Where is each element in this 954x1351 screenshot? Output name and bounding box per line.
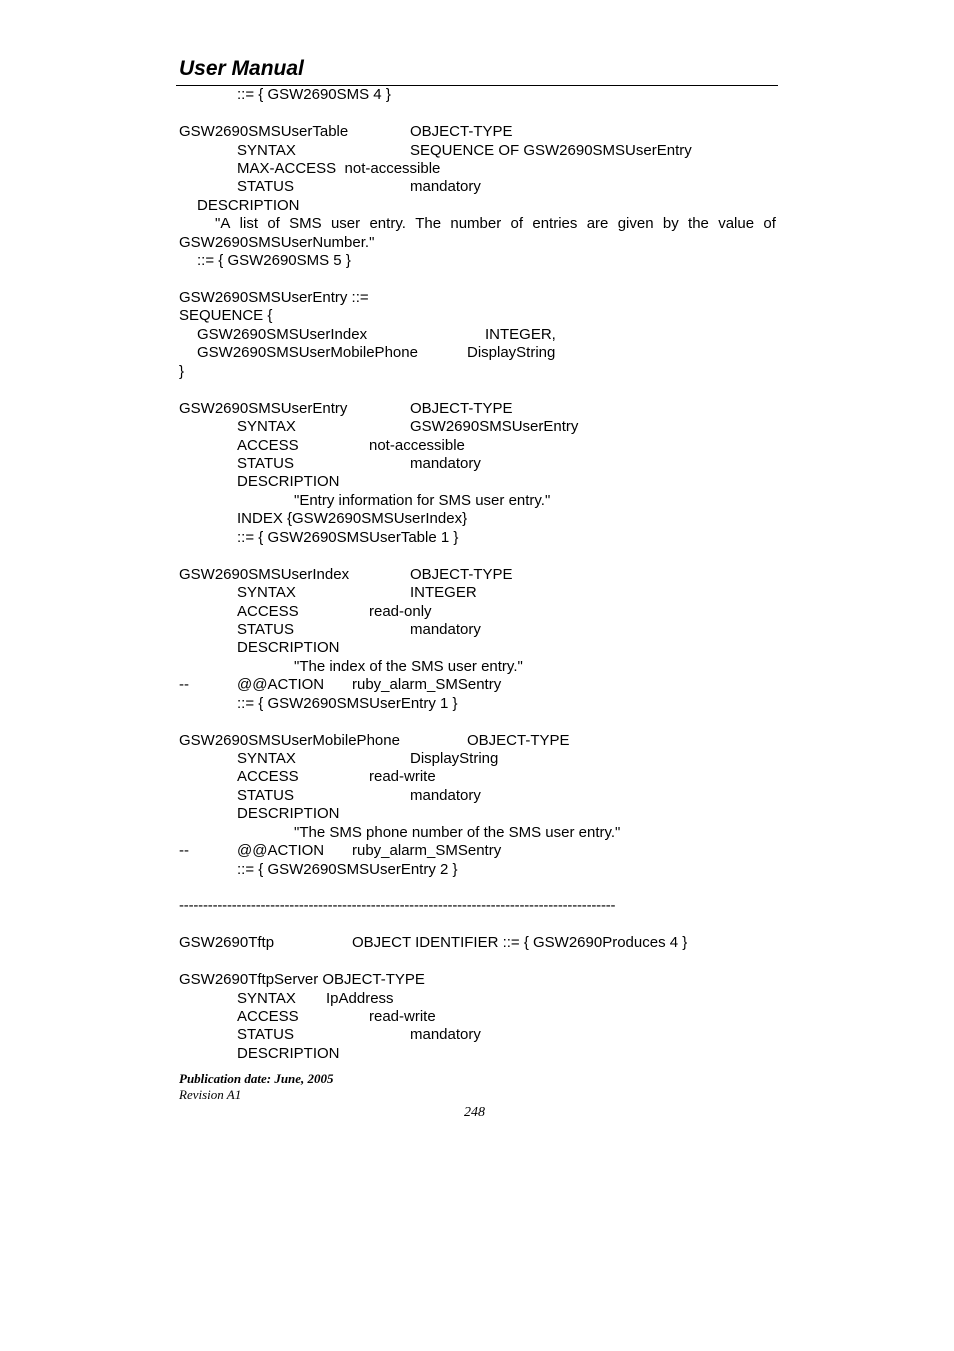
action-key: @@ACTION bbox=[237, 676, 325, 693]
status-key: STATUS bbox=[237, 1026, 294, 1043]
description-key: DESCRIPTION bbox=[237, 639, 340, 656]
sequence-open: SEQUENCE { bbox=[179, 307, 273, 324]
sequence-header: GSW2690SMSUserEntry ::= bbox=[179, 289, 369, 306]
description-key: DESCRIPTION bbox=[237, 805, 340, 822]
assign-line: ::= { GSW2690SMSUserTable 1 } bbox=[237, 529, 459, 546]
syntax-value: GSW2690SMSUserEntry bbox=[410, 418, 579, 435]
sequence-field-name: GSW2690SMSUserIndex bbox=[197, 326, 368, 343]
object-name: GSW2690SMSUserTable bbox=[179, 123, 349, 140]
assign-line: ::= { GSW2690SMSUserEntry 1 } bbox=[237, 695, 458, 712]
syntax-key: SYNTAX bbox=[237, 750, 296, 767]
object-name: GSW2690SMSUserMobilePhone bbox=[179, 732, 400, 749]
object-identifier-definition: OBJECT IDENTIFIER ::= { GSW2690Produces 4 } bbox=[352, 934, 688, 951]
object-name: GSW2690SMSUserEntry bbox=[179, 400, 348, 417]
description-text-line-2: GSW2690SMSUserNumber." bbox=[179, 234, 375, 251]
object-header: GSW2690TftpServer OBJECT-TYPE bbox=[179, 971, 425, 988]
status-value: mandatory bbox=[410, 621, 481, 638]
separator-line: ------------------------------------------------------------------------------------------- bbox=[179, 897, 616, 914]
status-value: mandatory bbox=[410, 178, 481, 195]
description-text: "The index of the SMS user entry." bbox=[294, 658, 523, 675]
access-key: ACCESS bbox=[237, 603, 299, 620]
description-key: DESCRIPTION bbox=[237, 1045, 340, 1062]
syntax-value: SEQUENCE OF GSW2690SMSUserEntry bbox=[410, 142, 692, 159]
object-name: GSW2690SMSUserIndex bbox=[179, 566, 350, 583]
access-value: not-accessible bbox=[369, 437, 465, 454]
sequence-field-name: GSW2690SMSUserMobilePhone bbox=[197, 344, 418, 361]
status-value: mandatory bbox=[410, 1026, 481, 1043]
access-key: ACCESS bbox=[237, 1008, 299, 1025]
comment-dash: -- bbox=[179, 842, 189, 859]
revision-label: Revision A1 bbox=[179, 1087, 242, 1102]
assign-line: ::= { GSW2690SMS 4 } bbox=[237, 86, 391, 103]
description-text-line-1: "A list of SMS user entry. The number of entries are given by the value of bbox=[215, 215, 776, 232]
syntax-key: SYNTAX bbox=[237, 584, 296, 601]
access-value: read-write bbox=[369, 1008, 436, 1025]
assign-line: ::= { GSW2690SMS 5 } bbox=[197, 252, 351, 269]
max-access-line: MAX-ACCESS not-accessible bbox=[237, 160, 441, 177]
syntax-value: INTEGER bbox=[410, 584, 477, 601]
description-text: "The SMS phone number of the SMS user entry." bbox=[294, 824, 621, 841]
access-key: ACCESS bbox=[237, 768, 299, 785]
status-key: STATUS bbox=[237, 178, 294, 195]
sequence-field-type: INTEGER, bbox=[485, 326, 556, 343]
comment-dash: -- bbox=[179, 676, 189, 693]
status-value: mandatory bbox=[410, 455, 481, 472]
syntax-value: IpAddress bbox=[326, 990, 394, 1007]
object-type: OBJECT-TYPE bbox=[467, 732, 570, 749]
status-key: STATUS bbox=[237, 787, 294, 804]
action-value: ruby_alarm_SMSentry bbox=[352, 842, 502, 859]
status-key: STATUS bbox=[237, 621, 294, 638]
index-line: INDEX {GSW2690SMSUserIndex} bbox=[237, 510, 468, 527]
sequence-field-type: DisplayString bbox=[467, 344, 556, 361]
object-type: OBJECT-TYPE bbox=[410, 566, 513, 583]
status-key: STATUS bbox=[237, 455, 294, 472]
syntax-key: SYNTAX bbox=[237, 418, 296, 435]
page-header-title: User Manual bbox=[179, 57, 304, 80]
publication-date: Publication date: June, 2005 bbox=[179, 1071, 334, 1086]
action-value: ruby_alarm_SMSentry bbox=[352, 676, 502, 693]
syntax-key: SYNTAX bbox=[237, 990, 296, 1007]
access-value: read-write bbox=[369, 768, 436, 785]
syntax-value: DisplayString bbox=[410, 750, 499, 767]
page-number: 248 bbox=[464, 1105, 485, 1120]
description-text: "Entry information for SMS user entry." bbox=[294, 492, 551, 509]
status-value: mandatory bbox=[410, 787, 481, 804]
access-value: read-only bbox=[369, 603, 432, 620]
object-type: OBJECT-TYPE bbox=[410, 123, 513, 140]
syntax-key: SYNTAX bbox=[237, 142, 296, 159]
description-key: DESCRIPTION bbox=[237, 473, 340, 490]
assign-line: ::= { GSW2690SMSUserEntry 2 } bbox=[237, 861, 458, 878]
object-name: GSW2690Tftp bbox=[179, 934, 275, 951]
sequence-close: } bbox=[179, 363, 185, 380]
object-type: OBJECT-TYPE bbox=[410, 400, 513, 417]
description-key: DESCRIPTION bbox=[197, 197, 300, 214]
access-key: ACCESS bbox=[237, 437, 299, 454]
action-key: @@ACTION bbox=[237, 842, 325, 859]
